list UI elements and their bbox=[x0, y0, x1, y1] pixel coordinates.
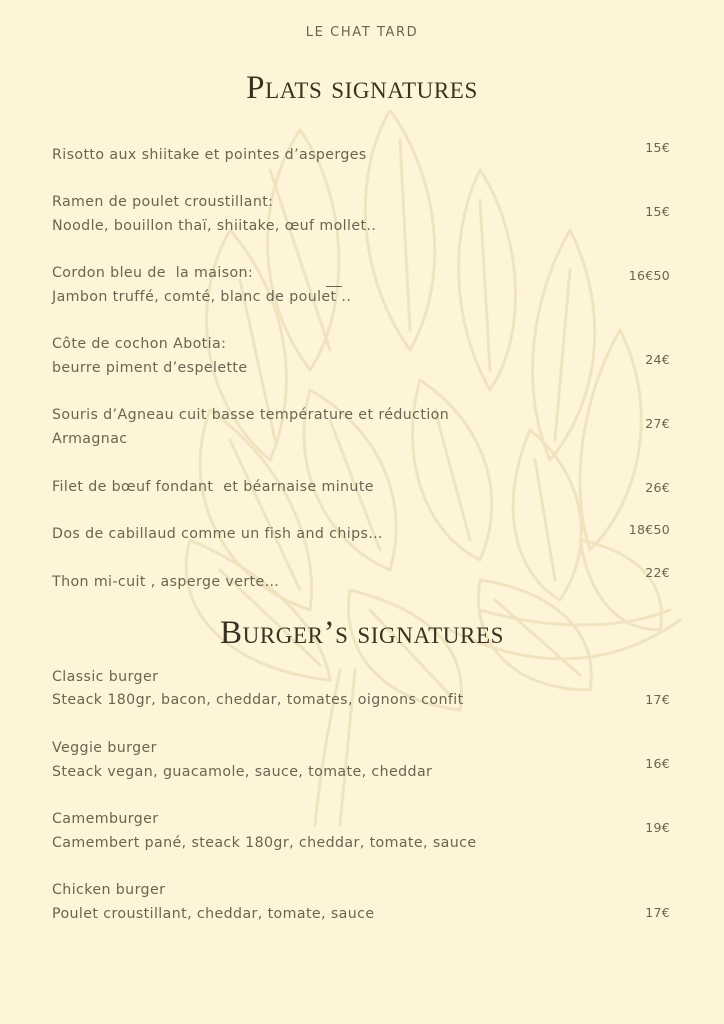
item-name: Veggie burger bbox=[52, 740, 157, 756]
item-name: Chicken burger bbox=[52, 882, 166, 898]
item-name: Camemburger bbox=[52, 811, 159, 827]
item-name: Classic burger bbox=[52, 669, 159, 685]
item-description: Steack 180gr, bacon, cheddar, tomates, oignons confit bbox=[52, 692, 464, 708]
item-price: 15€ bbox=[645, 204, 670, 219]
section-title-plats: Plats signatures bbox=[246, 70, 478, 106]
item-price: 24€ bbox=[645, 352, 670, 367]
item-name: Risotto aux shiitake et pointes d’asperges bbox=[52, 147, 367, 163]
item-price: 17€ bbox=[645, 692, 670, 707]
item-name: Cordon bleu de la maison: bbox=[52, 265, 254, 281]
item-price: 22€ bbox=[645, 565, 670, 580]
item-description: Poulet croustillant, cheddar, tomate, sauce bbox=[52, 906, 375, 922]
item-name: Dos de cabillaud comme un fish and chips… bbox=[52, 526, 383, 542]
item-price: 16€ bbox=[645, 756, 670, 771]
item-description: Noodle, bouillon thaï, shiitake, œuf mollet.. bbox=[52, 218, 377, 234]
item-name: Souris d’Agneau cuit basse température et réduction bbox=[52, 407, 450, 423]
stray-underline-mark bbox=[326, 286, 342, 287]
item-name: Côte de cochon Abotia: bbox=[52, 336, 227, 352]
item-name: Ramen de poulet croustillant: bbox=[52, 194, 274, 210]
item-price: 26€ bbox=[645, 480, 670, 495]
item-name: Filet de bœuf fondant et béarnaise minute bbox=[52, 479, 374, 495]
section-title-burgers: Burger’s signatures bbox=[220, 615, 504, 651]
item-description: Steack vegan, guacamole, sauce, tomate, cheddar bbox=[52, 764, 433, 780]
item-description: beurre piment d’espelette bbox=[52, 360, 248, 376]
item-price: 17€ bbox=[645, 905, 670, 920]
item-description: Armagnac bbox=[52, 431, 128, 447]
restaurant-name: LE CHAT TARD bbox=[305, 25, 419, 40]
item-name: Thon mi-cuit , asperge verte… bbox=[52, 574, 280, 590]
item-price: 16€50 bbox=[628, 268, 670, 283]
item-description: Jambon truffé, comté, blanc de poulet .. bbox=[52, 289, 352, 305]
item-price: 15€ bbox=[645, 140, 670, 155]
item-price: 27€ bbox=[645, 416, 670, 431]
item-description: Camembert pané, steack 180gr, cheddar, tomate, sauce bbox=[52, 835, 477, 851]
item-price: 19€ bbox=[645, 820, 670, 835]
item-price: 18€50 bbox=[628, 522, 670, 537]
